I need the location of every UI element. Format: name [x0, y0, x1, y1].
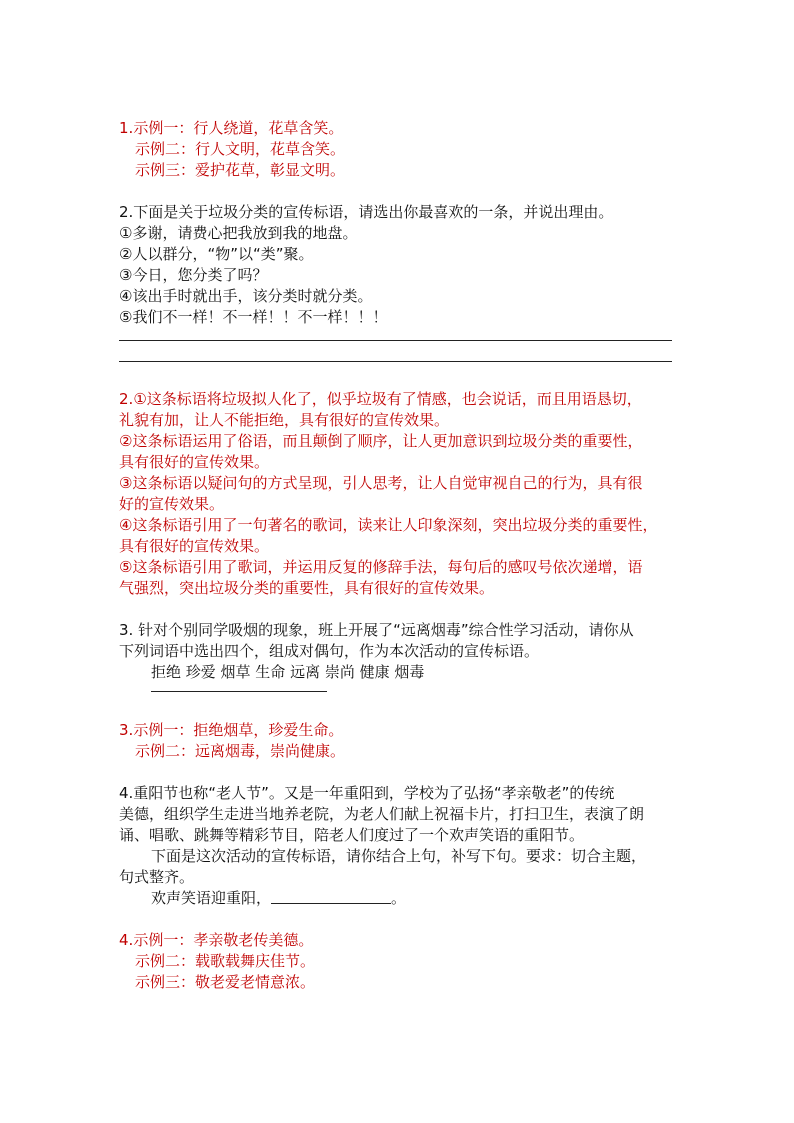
- q3-answer-blank[interactable]: [151, 691, 327, 692]
- q2-option-3: ③今日，您分类了吗？: [119, 266, 268, 284]
- q4-para1-line-3: 诵、唱歌、跳舞等精彩节目，陪老人们度过了一个欢声笑语的重阳节。: [119, 826, 585, 844]
- q4-para2-line-1: 下面是这次活动的宣传标语，请你结合上句，补写下句。要求：切合主题，: [151, 847, 647, 865]
- q3-stem-line-2: 下列词语中选出四个，组成对偶句，作为本次活动的宣传标语。: [119, 642, 540, 660]
- q2-answer-3-line-2: 好的宣传效果。: [119, 495, 225, 513]
- q4-answer-line-1: 4.示例一：孝亲敬老传美德。: [119, 931, 314, 949]
- q2-answer-5-line-1: ⑤这条标语引用了歌词，并运用反复的修辞手法，每句后的感叹号依次递增，语: [119, 558, 643, 576]
- q4-para1-line-1: 4.重阳节也称“老人节”。又是一年重阳到，学校为了弘扬“孝亲敬老”的传统: [119, 784, 615, 802]
- q4-fill-sentence: 欢声笑语迎重阳， 。: [151, 889, 407, 907]
- q2-answer-4-line-2: 具有很好的宣传效果。: [119, 537, 270, 555]
- q2-option-5: ⑤我们不一样！不一样！！不一样！！！: [119, 308, 388, 326]
- q4-answer-blank[interactable]: [271, 903, 391, 904]
- q2-stem: 2.下面是关于垃圾分类的宣传标语，请选出你最喜欢的一条，并说出理由。: [119, 203, 614, 221]
- q4-answer-line-2: 示例二：载歌载舞庆佳节。: [135, 952, 316, 970]
- q4-para2-line-2: 句式整齐。: [119, 868, 195, 886]
- q3-answer-line-2: 示例二：远离烟毒，崇尚健康。: [135, 742, 346, 760]
- q2-answer-1-line-1: 2.①这条标语将垃圾拟人化了，似乎垃圾有了情感，也会说话，而且用语恳切，: [119, 390, 642, 408]
- q4-para1-line-2: 美德，组织学生走进当地养老院，为老人们献上祝福卡片，打扫卫生，表演了朗: [119, 805, 645, 823]
- q2-answer-line-1[interactable]: [119, 340, 672, 341]
- q4-answer-line-3: 示例三：敬老爱老情意浓。: [135, 973, 316, 991]
- q2-option-4: ④该出手时就出手，该分类时就分类。: [119, 287, 373, 305]
- q2-answer-1-line-2: 礼貌有加，让人不能拒绝，具有很好的宣传效果。: [119, 411, 450, 429]
- q2-answer-2-line-1: ②这条标语运用了俗语，而且颠倒了顺序，让人更加意识到垃圾分类的重要性，: [119, 432, 643, 450]
- q3-answer-line-1: 3.示例一：拒绝烟草，珍爱生命。: [119, 721, 344, 739]
- q3-word-list: 拒绝 珍爱 烟草 生命 远离 崇尚 健康 烟毒: [151, 663, 425, 681]
- q2-answer-4-line-1: ④这条标语引用了一句著名的歌词，读来让人印象深刻，突出垃圾分类的重要性，: [119, 516, 658, 534]
- q3-stem-line-1: 3. 针对个别同学吸烟的现象，班上开展了“远离烟毒”综合性学习活动，请你从: [119, 621, 634, 639]
- q1-answer-line-1: 1.示例一：行人绕道，花草含笑。: [119, 119, 344, 137]
- q2-answer-3-line-1: ③这条标语以疑问句的方式呈现，引人思考，让人自觉审视自己的行为，具有很: [119, 474, 643, 492]
- q2-option-1: ①多谢，请费心把我放到我的地盘。: [119, 224, 358, 242]
- q2-answer-5-line-2: 气强烈，突出垃圾分类的重要性，具有很好的宣传效果。: [119, 579, 495, 597]
- q2-option-2: ②人以群分，“物”以“类”聚。: [119, 245, 314, 263]
- q1-answer-line-2: 示例二：行人文明，花草含笑。: [135, 140, 346, 158]
- q2-answer-line-2[interactable]: [119, 361, 672, 362]
- q1-answer-line-3: 示例三：爱护花草，彰显文明。: [135, 161, 346, 179]
- q2-answer-2-line-2: 具有很好的宣传效果。: [119, 453, 270, 471]
